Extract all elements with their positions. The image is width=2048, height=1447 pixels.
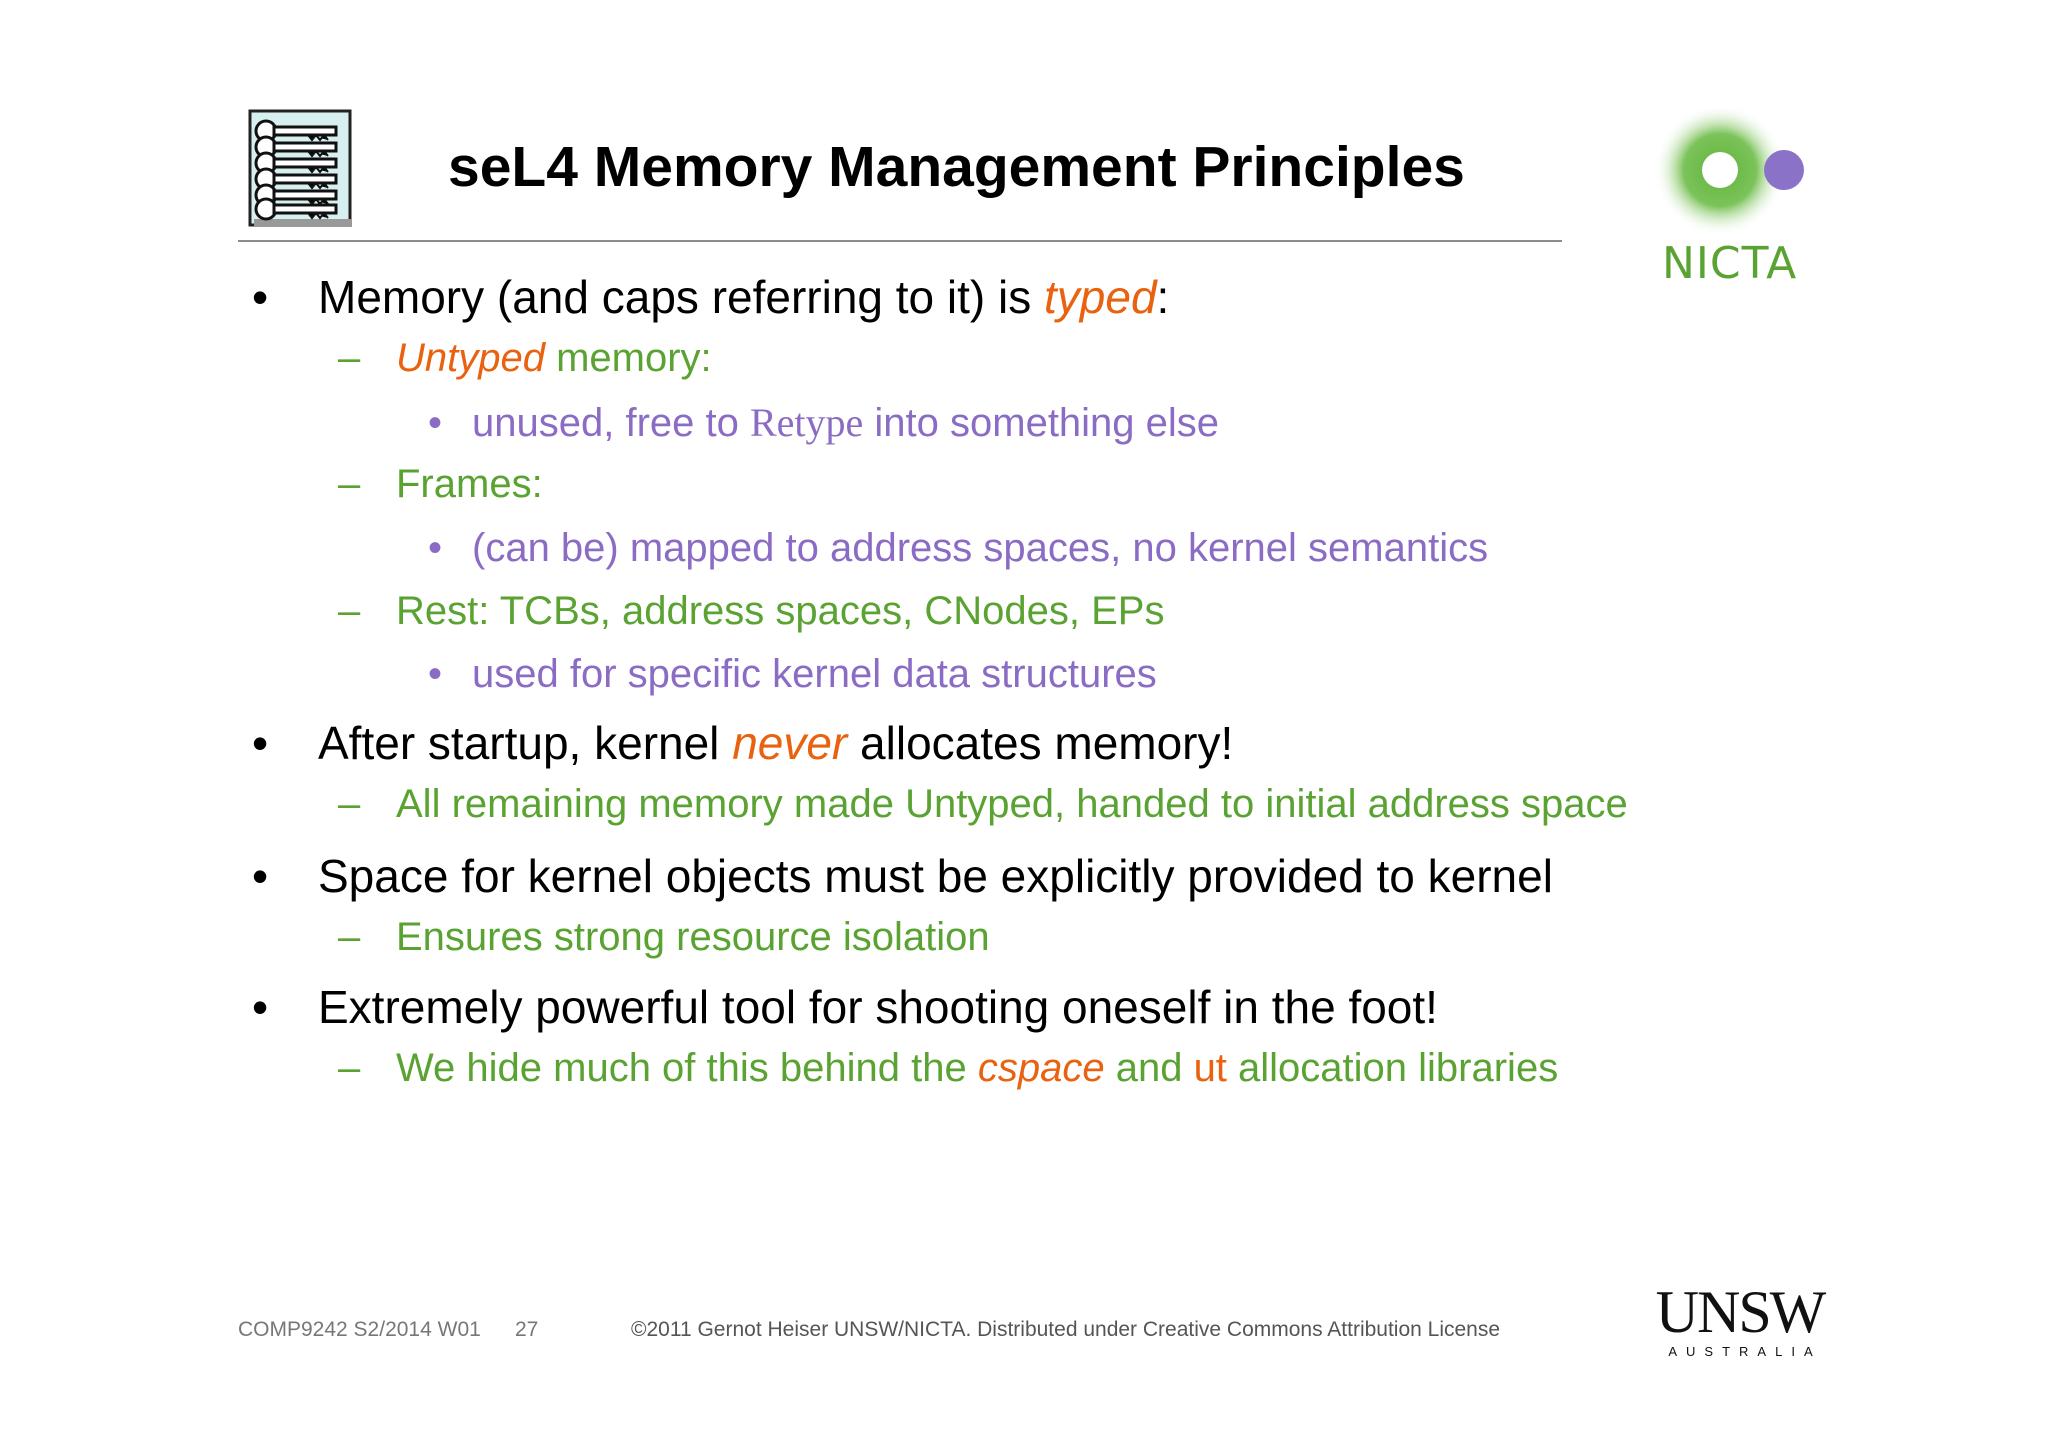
bullet-text: Extremely powerful tool for shooting oneself in the foot!: [318, 981, 1438, 1033]
unsw-subtitle: AUSTRALIA: [1668, 1344, 1822, 1359]
bullet-text: (can be) mapped to address spaces, no kernel semantics: [472, 526, 1489, 570]
unsw-logo: [1640, 1279, 1840, 1362]
bullet-marker: •: [428, 652, 443, 696]
bullet-text: Retype: [749, 400, 864, 445]
bullet-marker: –: [338, 462, 361, 506]
bullet-level1: [252, 980, 1438, 1034]
bullet-level3: [428, 399, 1219, 446]
bullet-level2: [338, 1046, 1558, 1091]
bullet-text: Untyped: [396, 336, 545, 380]
bullet-level2: [338, 782, 1628, 827]
footer-copyright: ©2011 Gernot Heiser UNSW/NICTA. Distributed under Creative Commons Attribution License: [631, 1318, 1501, 1341]
bullet-level1: [252, 849, 1553, 903]
bullet-marker: –: [338, 915, 361, 959]
bullet-text: allocation libraries: [1226, 1046, 1559, 1090]
bullet-level2: [338, 336, 712, 381]
bullet-marker: –: [338, 1046, 361, 1090]
bullet-text: Space for kernel objects must be explicitly provided to kernel: [318, 850, 1553, 902]
bullet-text: All remaining memory made Untyped, handed to initial address space: [396, 782, 1628, 826]
nicta-wordmark: NICTA: [1662, 238, 1798, 289]
bullet-marker: •: [252, 717, 269, 769]
nicta-logo: [1650, 108, 1810, 292]
bullet-level2: [338, 915, 990, 960]
bullet-text: We hide much of this behind the: [396, 1046, 978, 1090]
bullet-level1: [252, 716, 1233, 770]
bullet-level1: [252, 270, 1169, 324]
bullet-marker: •: [428, 526, 443, 570]
bullet-marker: •: [428, 401, 443, 445]
bullet-marker: •: [252, 271, 269, 323]
bullet-marker: –: [338, 336, 361, 380]
bullet-text: into something else: [863, 401, 1220, 445]
bullet-level3: [428, 652, 1157, 697]
bullet-text: Frames:: [396, 462, 543, 506]
bullet-text: memory:: [544, 336, 712, 380]
bullet-text: allocates memory!: [847, 717, 1234, 769]
bullet-text: never: [732, 717, 848, 769]
footer-page-number: 27: [515, 1318, 539, 1341]
bullet-marker: –: [338, 589, 361, 633]
bullet-text: unused, free to: [472, 401, 750, 445]
bullet-marker: –: [338, 782, 361, 826]
bullet-text: cspace: [977, 1046, 1105, 1090]
bullet-level3: [428, 526, 1488, 571]
unsw-wordmark: UNSW: [1655, 1279, 1825, 1345]
bullet-text: used for specific kernel data structures: [472, 652, 1157, 696]
bullet-marker: •: [252, 850, 269, 902]
title-divider: [238, 240, 1562, 242]
bullet-level2: [338, 462, 543, 507]
slide-title: seL4 Memory Management Principles: [448, 135, 1465, 199]
keys-icon: [248, 109, 354, 229]
bullet-text: :: [1156, 271, 1170, 323]
bullet-marker: •: [252, 981, 269, 1033]
bullet-text: and: [1104, 1046, 1194, 1090]
bullet-text: After startup, kernel: [318, 717, 733, 769]
bullet-text: typed: [1044, 271, 1157, 323]
bullet-text: Ensures strong resource isolation: [396, 915, 990, 959]
bullet-text: Memory (and caps referring to it) is: [318, 271, 1045, 323]
bullet-text: ut: [1193, 1046, 1227, 1090]
footer-course: COMP9242 S2/2014 W01: [238, 1318, 481, 1341]
bullet-text: Rest: TCBs, address spaces, CNodes, EPs: [396, 589, 1165, 633]
bullet-level2: [338, 589, 1164, 634]
